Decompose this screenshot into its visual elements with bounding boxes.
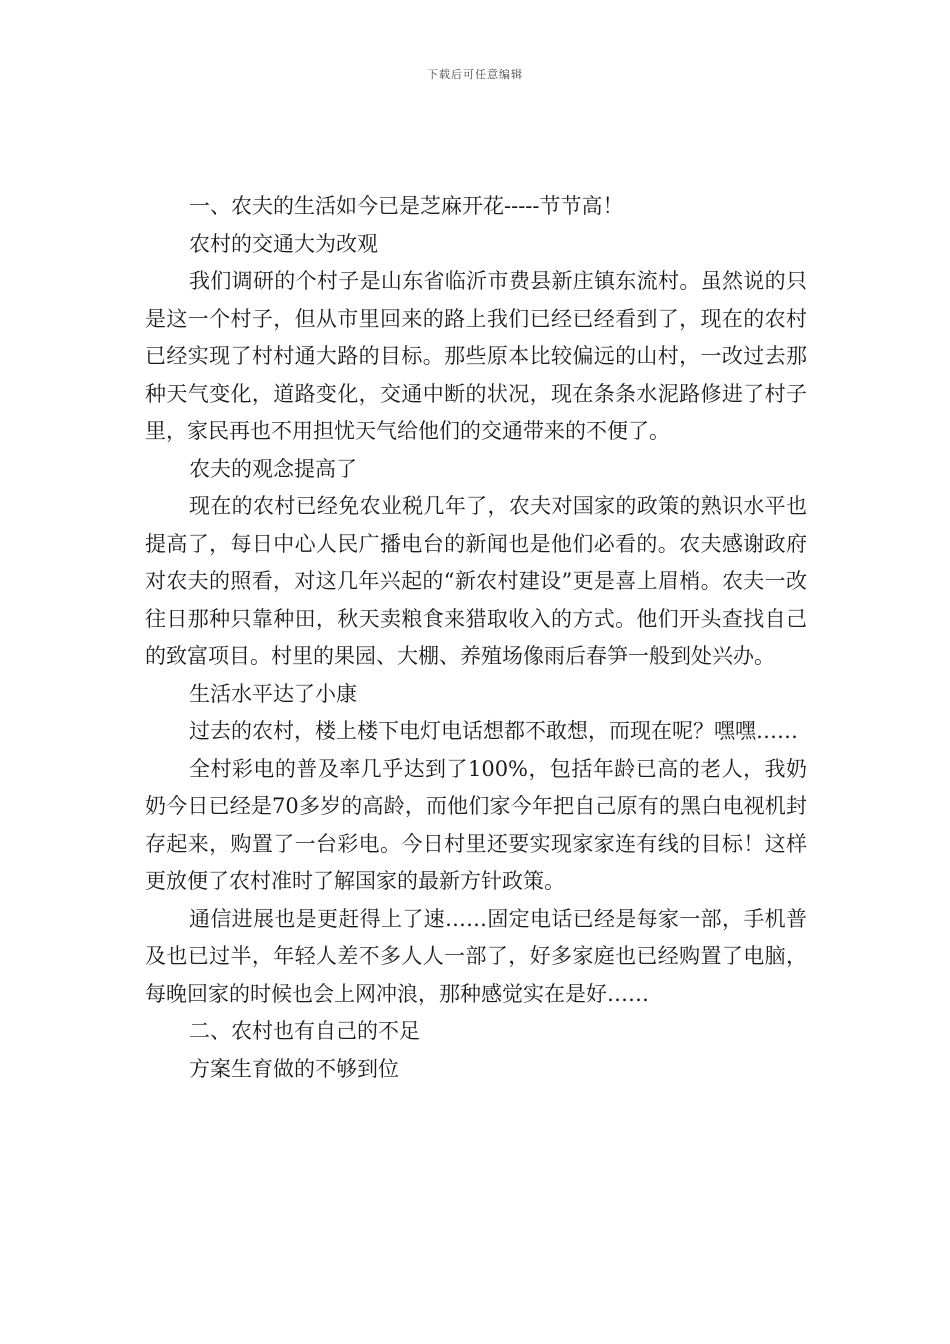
section-heading-1: 一、农夫的生活如今已是芝麻开花-----节节高！ — [189, 194, 624, 218]
subheading-living-standard: 生活水平达了小康 — [189, 681, 357, 706]
subheading-attitude: 农夫的观念提高了 — [189, 456, 357, 481]
paragraph-communication: 通信进展也是更赶得上了速……固定电话已经是每家一部，手机普及也已过半，年轻人差不多人人一部了，好多家庭也已经购置了电脑，每晚回家的时候也会上网冲浪，那种感觉实在是好…… — [145, 906, 807, 1006]
subheading-family-planning: 方案生育做的不够到位 — [189, 1056, 399, 1081]
paragraph-past: 过去的农村，楼上楼下电灯电话想都不敢想，而现在呢？嘿嘿…… — [189, 719, 798, 743]
paragraph-tv: 全村彩电的普及率几乎达到了100%，包括年龄已高的老人，我奶奶今日已经是70多岁的高龄，而他们家今年把自己原有的黑白电视机封存起来，购置了一台彩电。今日村里还要实现家家连有线的目标！这样更放便了农村准时了解国家的最新方针政策。 — [145, 756, 807, 893]
page-header: 下载后可任意编辑 — [427, 68, 523, 81]
section-heading-2: 二、农村也有自己的不足 — [189, 1019, 420, 1043]
document-body — [145, 188, 807, 1088]
paragraph-transport: 我们调研的个村子是山东省临沂市费县新庄镇东流村。虽然说的只是这一个村子，但从市里回来的路上我们已经已经看到了，现在的农村已经实现了村村通大路的目标。那些原本比较偏远的山村，一改过去那种天气变化，道路变化，交通中断的状况，现在条条水泥路修进了村子里，家民再也不用担忧天气给他们的交通带来的不便了。 — [145, 269, 807, 443]
paragraph-attitude: 现在的农村已经免农业税几年了，农夫对国家的政策的熟识水平也提高了，每日中心人民广播电台的新闻也是他们必看的。农夫感谢政府对农夫的照看，对这几年兴起的“新农村建设”更是喜上眉梢。农夫一改往日那种只靠种田，秋天卖粮食来猎取收入的方式。他们开头查找自己的致富项目。村里的果园、大棚、养殖场像雨后春笋一般到处兴办。 — [145, 494, 807, 668]
subheading-transport: 农村的交通大为改观 — [189, 231, 378, 256]
